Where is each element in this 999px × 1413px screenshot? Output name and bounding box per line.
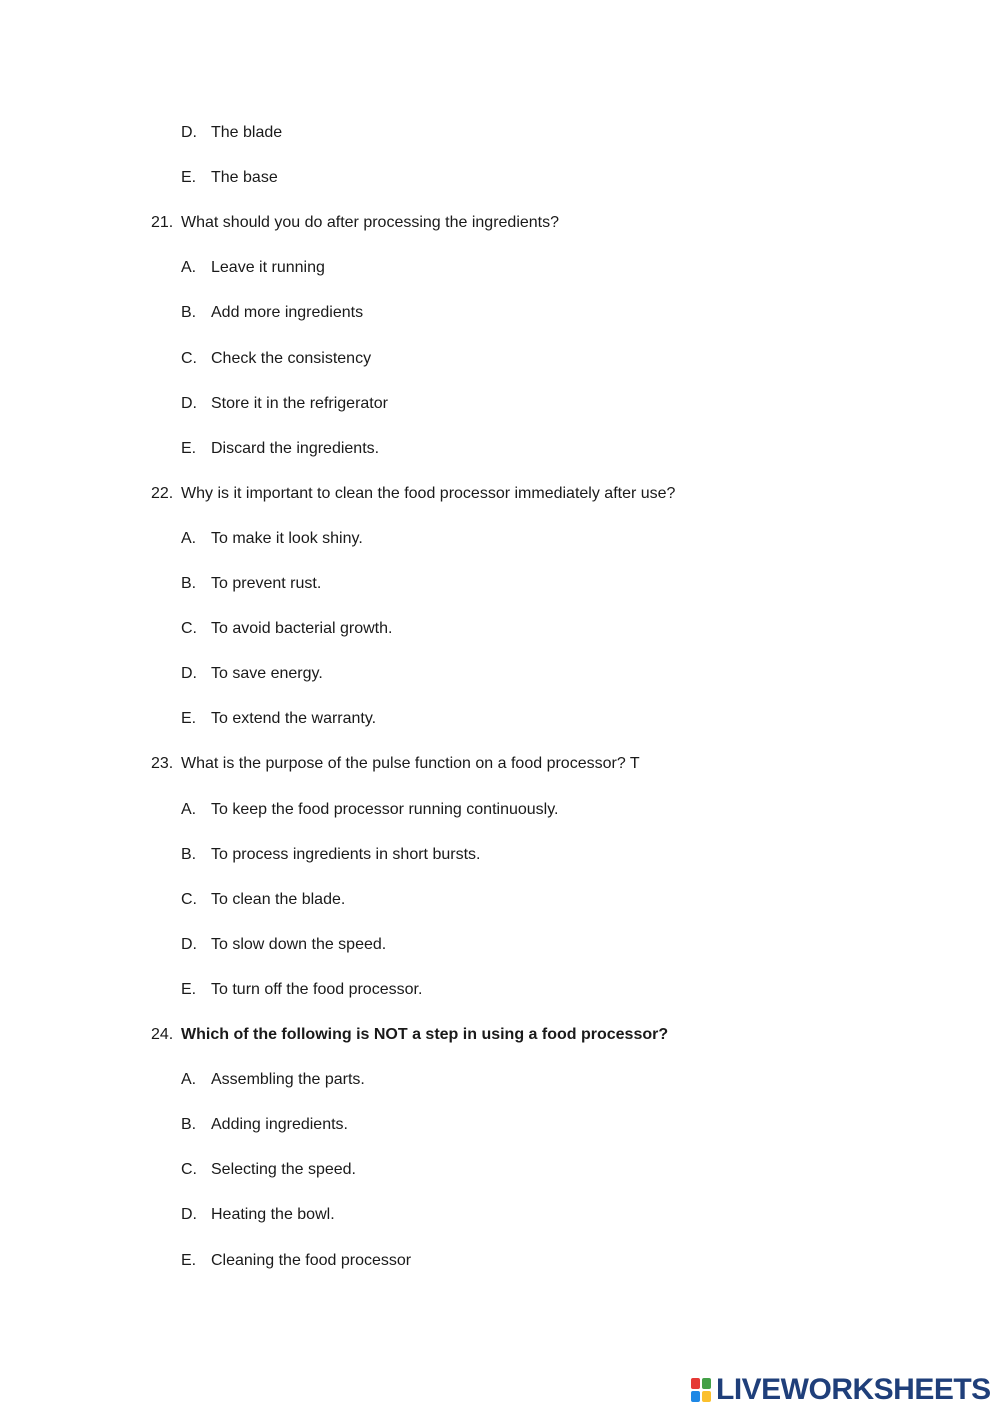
option-text: Check the consistency (211, 350, 372, 367)
option-text: Heating the bowl. (211, 1206, 335, 1223)
option-letter: C. (181, 620, 197, 637)
question-text: What should you do after processing the ingredients? (181, 214, 560, 231)
logo-square-yellow (702, 1391, 711, 1402)
question-number: 22. (151, 485, 174, 502)
option-letter: A. (181, 801, 197, 818)
option-text: Selecting the speed. (211, 1161, 356, 1178)
option-letter: B. (181, 304, 197, 321)
option-text: To slow down the speed. (211, 936, 387, 953)
option-letter: E. (181, 1252, 197, 1269)
option-letter: D. (181, 395, 197, 412)
option-text: To keep the food processor running continuously. (211, 801, 559, 818)
option-letter: D. (181, 1206, 197, 1223)
option-letter: A. (181, 259, 197, 276)
option-text: Adding ingredients. (211, 1116, 348, 1133)
liveworksheets-logo-icon (690, 1377, 712, 1403)
option-letter: E. (181, 710, 197, 727)
option-letter: E. (181, 169, 197, 186)
liveworksheets-logo[interactable] (690, 1372, 991, 1408)
option-letter: C. (181, 350, 197, 367)
option-text: Add more ingredients (211, 304, 364, 321)
option-letter: C. (181, 891, 197, 908)
option-letter: B. (181, 1116, 197, 1133)
option-text: To avoid bacterial growth. (211, 620, 393, 637)
option-letter: D. (181, 665, 197, 682)
logo-square-red (691, 1378, 700, 1389)
logo-text: LIVEWORKSHEETS (716, 1373, 991, 1406)
option-text: The base (211, 169, 278, 186)
option-text: Cleaning the food processor (211, 1252, 412, 1269)
question-text: Why is it important to clean the food processor immediately after use? (181, 485, 676, 502)
question-number: 24. (151, 1026, 174, 1043)
option-text: To clean the blade. (211, 891, 346, 908)
option-text: To make it look shiny. (211, 530, 363, 547)
option-letter: E. (181, 981, 197, 998)
option-letter: B. (181, 846, 197, 863)
option-letter: D. (181, 124, 197, 141)
option-letter: C. (181, 1161, 197, 1178)
option-letter: E. (181, 440, 197, 457)
logo-square-green (702, 1378, 711, 1389)
question-number: 23. (151, 755, 174, 772)
option-text: To prevent rust. (211, 575, 322, 592)
option-letter: B. (181, 575, 197, 592)
option-text: Leave it running (211, 259, 325, 276)
option-text: The blade (211, 124, 283, 141)
option-text: Store it in the refrigerator (211, 395, 388, 412)
logo-square-blue (691, 1391, 700, 1402)
option-letter: D. (181, 936, 197, 953)
option-letter: A. (181, 1071, 197, 1088)
option-text: To turn off the food processor. (211, 981, 423, 998)
option-text: To extend the warranty. (211, 710, 377, 727)
question-text: Which of the following is NOT a step in using a food processor? (181, 1026, 669, 1043)
option-text: To process ingredients in short bursts. (211, 846, 481, 863)
question-number: 21. (151, 214, 174, 231)
option-text: To save energy. (211, 665, 323, 682)
option-text: Assembling the parts. (211, 1071, 365, 1088)
option-letter: A. (181, 530, 197, 547)
question-text: What is the purpose of the pulse function on a food processor? T (181, 755, 640, 772)
option-text: Discard the ingredients. (211, 440, 380, 457)
